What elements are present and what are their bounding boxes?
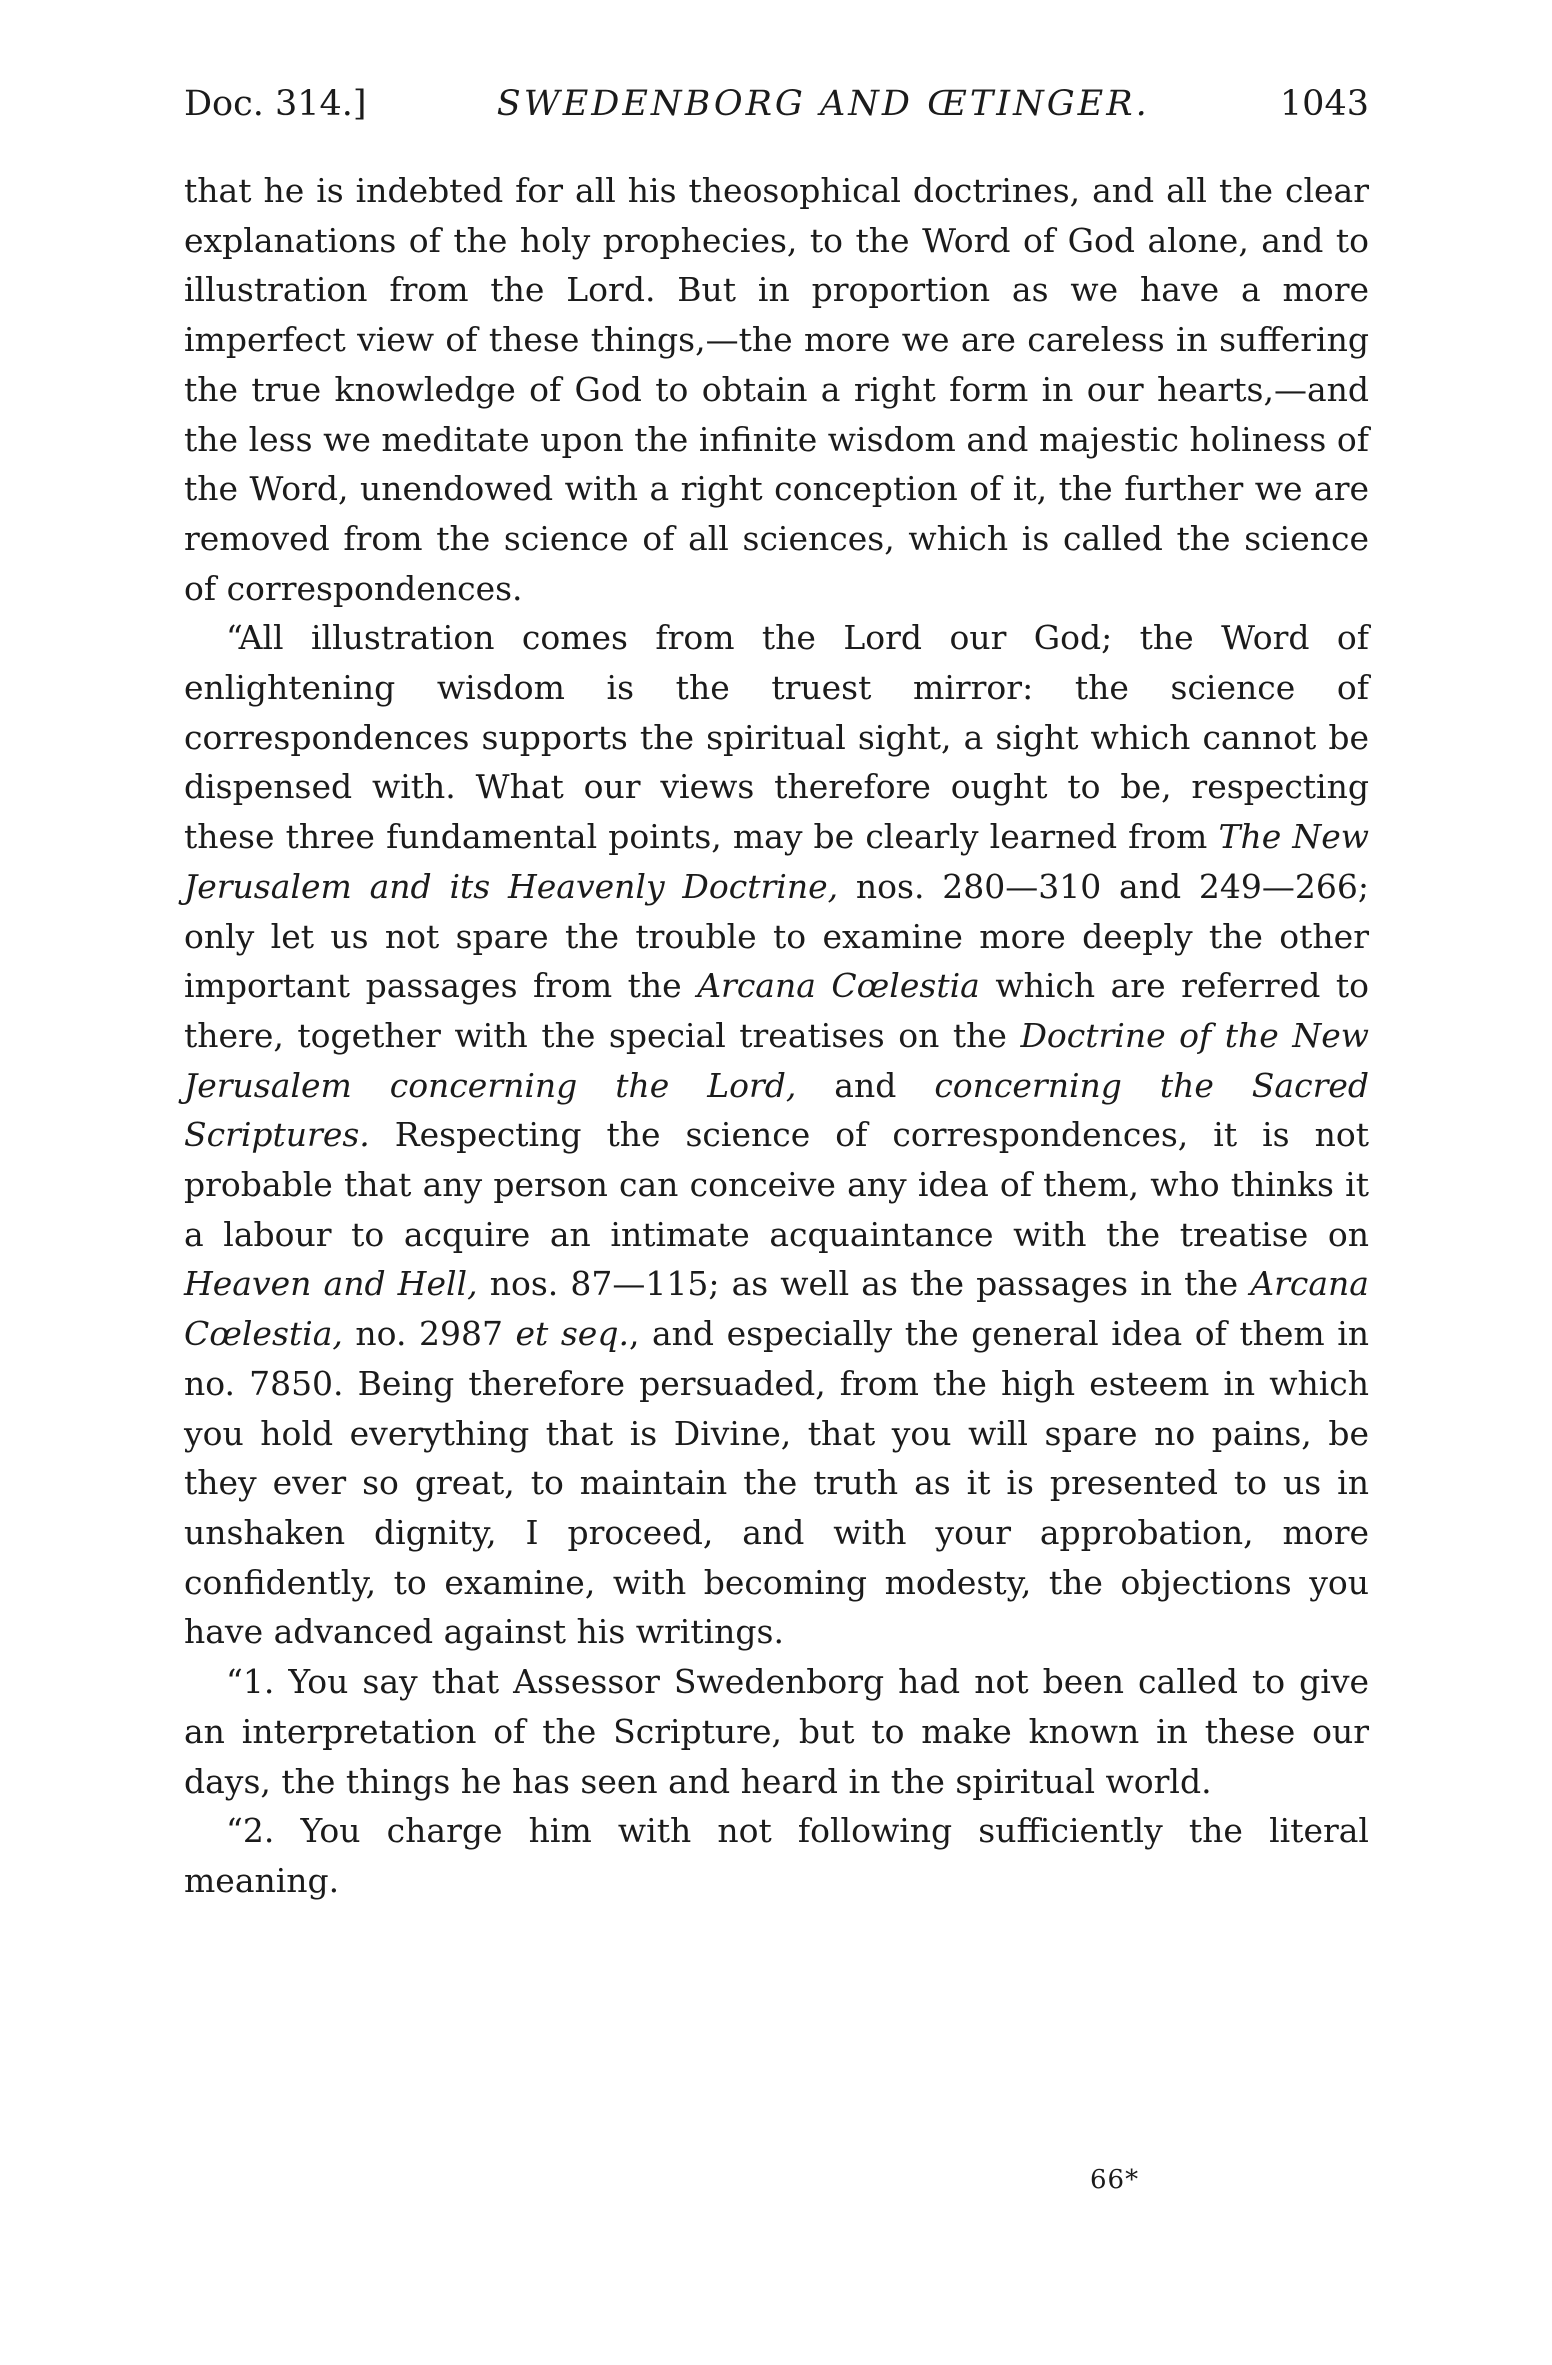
doc-reference: Doc. 314.] xyxy=(184,84,367,124)
body-text xyxy=(184,166,1369,1906)
italic-title-run: The New Jerusalem and its Heavenly Doctrine, xyxy=(184,817,1370,906)
italic-title-run: Doctrine of the New Jerusalem concerning the Lord, xyxy=(184,1015,1369,1105)
text-run: Respecting the science of correspondences, it is not probable that any person can conceive any idea of them, who thinks it a labour to acquire an intimate acquaintance with the treatise on xyxy=(184,1115,1369,1254)
text-run: “2. You charge him with not following sufficiently the literal meaning. xyxy=(184,1811,1369,1900)
text-run: no. 2987 xyxy=(342,1314,516,1354)
text-run: “All illustration comes from the Lord our God; the Word of enlightening wisdom is the truest mirror: the science of correspondences supports the spiritual sight, a sight which cannot be dispensed with. What our views therefore ought to be, respecting these three fundamental points, may be clearly learned from xyxy=(184,618,1369,857)
paragraph-objection-1 xyxy=(184,1657,1369,1806)
signature-mark: 66* xyxy=(1090,2165,1140,2195)
paragraph-objection-2 xyxy=(184,1806,1369,1905)
running-title: SWEDENBORG AND ŒTINGER. xyxy=(496,84,1150,124)
italic-title-run: Heaven and Hell, xyxy=(184,1264,478,1304)
text-run: nos. 280—310 and 249—266; only let us not spare the trouble to examine more deeply the other important passages from the xyxy=(184,866,1369,1006)
italic-title-run: concerning the Sacred Scriptures. xyxy=(184,1065,1369,1155)
text-run: that he is indebted for all his theosophical doctrines, and all the clear explanations of the holy prophecies, to the Word of God alone, and to illustration from the Lord. But in proportion as we have a more imperfect view of these things,—the more we are careless in suffering the true knowledge of God to obtain a right form in our hearts,—and the less we meditate upon the infinite wisdom and majestic holiness of the Word, unendowed with a right conception of it, the further we are removed from the science of all sciences, which is called the science of correspondences. xyxy=(184,171,1369,608)
italic-title-run: Arcana Cœlestia xyxy=(697,966,980,1006)
text-run: nos. 87—115; as well as the passages in the xyxy=(477,1264,1251,1304)
text-run: , and especially the general idea of them in no. 7850. Being therefore persuaded, from the high esteem in which you hold everything that is Divine, that you will spare no pains, be they ever so great, to maintain the truth as it is presented to us in unshaken dignity, I proceed, and with your approbation, more confidently, to examine, with becoming modesty, the objections you have advanced against his writings. xyxy=(184,1314,1370,1652)
paragraph-letter-quote xyxy=(184,613,1369,1657)
italic-title-run: Arcana Cœlestia, xyxy=(184,1264,1369,1354)
text-run: “1. You say that Assessor Swedenborg had not been called to give an interpretation of the Scripture, but to make known in these our days, the things he has seen and heard in the spiritual world. xyxy=(184,1662,1369,1801)
italic-title-run: et seq. xyxy=(515,1314,629,1354)
text-run: and xyxy=(796,1065,935,1105)
running-head xyxy=(184,84,1369,140)
page-number: 1043 xyxy=(1279,84,1369,124)
paragraph-continued xyxy=(184,166,1369,613)
text-run: which are referred to there, together with the special treatises on the xyxy=(184,966,1369,1055)
